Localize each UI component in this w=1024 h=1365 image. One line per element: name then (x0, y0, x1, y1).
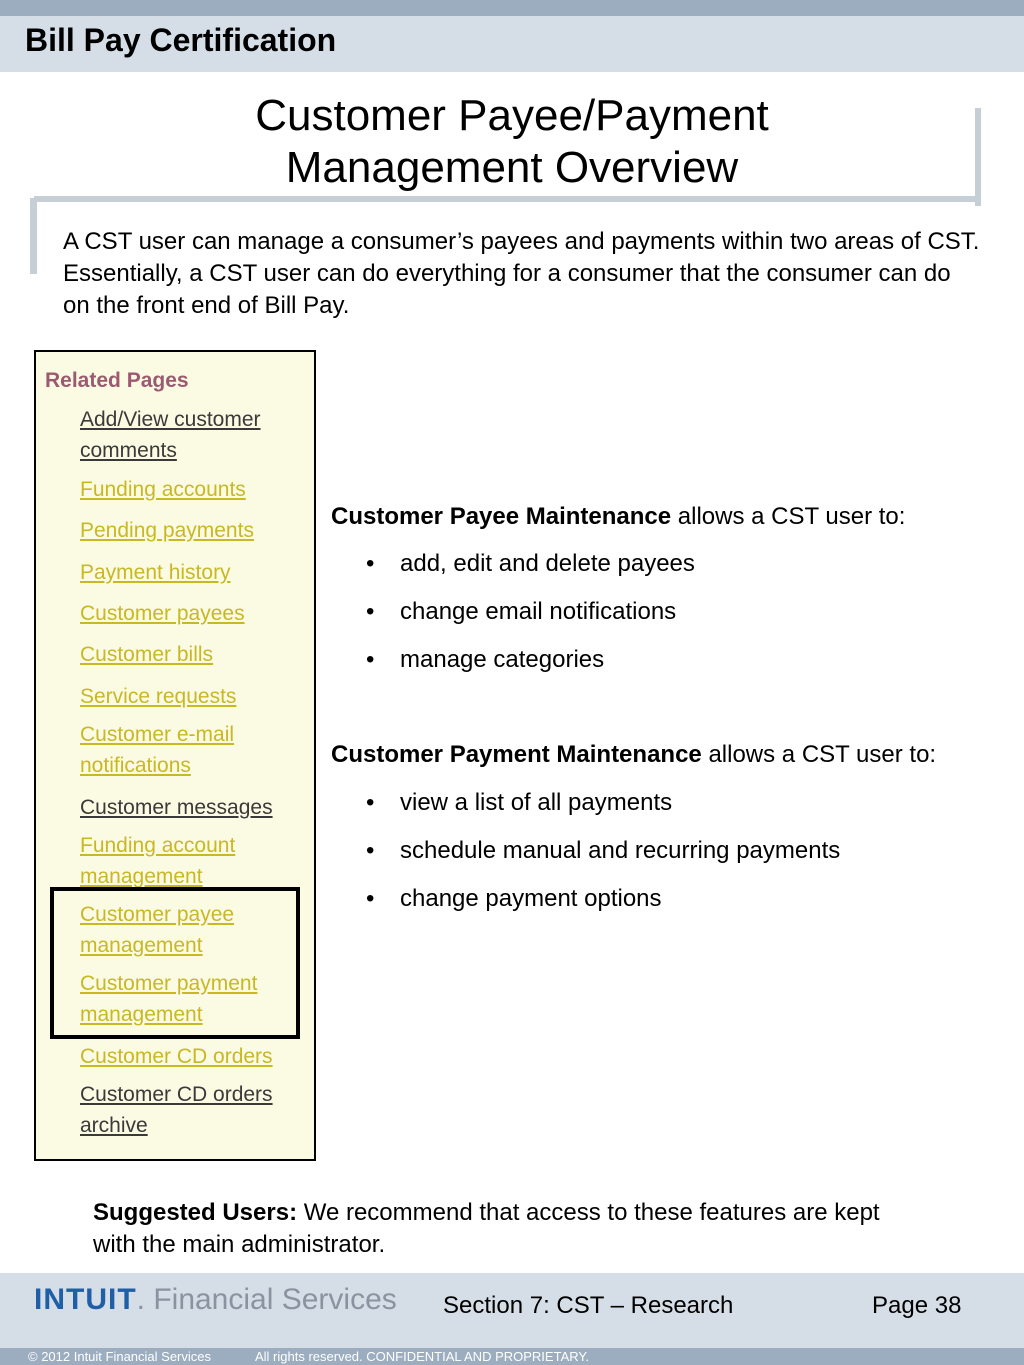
related-pages-panel (34, 350, 316, 1161)
bullet-text: change payment options (400, 885, 662, 912)
bullet-text: view a list of all payments (400, 789, 673, 816)
link-customer-email-notifications[interactable]: Customer e-mail notifications (80, 723, 235, 777)
title-frame-left (30, 198, 37, 274)
payee-bullet: • add, edit and delete payees (366, 550, 695, 577)
bullet-text: add, edit and delete payees (400, 550, 695, 577)
footer-page-number: Page 38 (872, 1292, 962, 1319)
link-customer-messages[interactable]: Customer messages (80, 796, 273, 819)
slide-title (40, 90, 984, 194)
payee-heading-bold: Customer Payee Maintenance (331, 503, 672, 530)
intuit-logo (34, 1283, 397, 1317)
footer-section: Section 7: CST – Research (443, 1292, 734, 1319)
link-service-requests[interactable]: Service requests (80, 685, 237, 708)
link-customer-payee-management[interactable]: Customer payee management (80, 903, 235, 957)
logo-suffix: . Financial Services (136, 1283, 397, 1316)
payment-bullet: • schedule manual and recurring payments (366, 837, 841, 864)
slide-title-line-1: Customer Payee/Payment (255, 91, 769, 140)
payment-bullet: • view a list of all payments (366, 789, 673, 816)
payee-heading-suffix: allows a CST user to: (671, 503, 906, 530)
suggested-users-text: We recommend that access to these features are kept with the main administrator. (93, 1199, 880, 1258)
header-title: Bill Pay Certification (25, 22, 337, 58)
payment-maintenance-heading (331, 739, 936, 771)
link-customer-bills[interactable]: Customer bills (80, 643, 214, 666)
payment-heading-suffix: allows a CST user to: (701, 741, 937, 768)
payment-bullet: • change payment options (366, 885, 662, 912)
link-customer-payment-management[interactable]: Customer payment management (80, 972, 258, 1026)
link-add-view-customer-comments[interactable]: Add/View customer comments (80, 408, 261, 462)
header-bar (0, 16, 1024, 72)
copyright-bar (0, 1348, 1024, 1365)
intro-paragraph: A CST user can manage a consumer’s payees and payments within two areas of CST. Essentially, a CST user can do everything for a consumer that the consumer can do on the front end of Bill Pay. (63, 228, 980, 319)
bullet-text: manage categories (400, 646, 605, 673)
link-pending-payments[interactable]: Pending payments (80, 519, 254, 542)
rights-text: All rights reserved. CONFIDENTIAL AND PROPRIETARY. (255, 1349, 589, 1364)
logo-brand: INTUIT (34, 1283, 137, 1316)
payee-bullet: • manage categories (366, 646, 605, 673)
bullet-text: schedule manual and recurring payments (400, 837, 841, 864)
title-frame-right (975, 108, 981, 206)
highlight-box (50, 887, 300, 1039)
payee-maintenance-heading (331, 501, 905, 533)
suggested-users-label: Suggested Users: (93, 1199, 298, 1226)
copyright-text: © 2012 Intuit Financial Services (28, 1349, 212, 1364)
link-funding-account-management[interactable]: Funding account management (80, 834, 236, 888)
title-frame-bottom (34, 196, 981, 202)
link-funding-accounts[interactable]: Funding accounts (80, 478, 246, 501)
link-payment-history[interactable]: Payment history (80, 561, 231, 584)
top-strip (0, 0, 1024, 16)
suggested-users-note (93, 1197, 883, 1261)
link-customer-cd-orders[interactable]: Customer CD orders (80, 1045, 273, 1068)
bullet-text: change email notifications (400, 598, 677, 625)
payment-heading-bold: Customer Payment Maintenance (331, 741, 702, 768)
link-customer-cd-orders-archive[interactable]: Customer CD orders archive (80, 1083, 273, 1137)
link-customer-payees[interactable]: Customer payees (80, 602, 245, 625)
payee-bullet: • change email notifications (366, 598, 677, 625)
related-pages-title: Related Pages (45, 369, 189, 392)
slide-title-line-2: Management Overview (285, 143, 739, 192)
